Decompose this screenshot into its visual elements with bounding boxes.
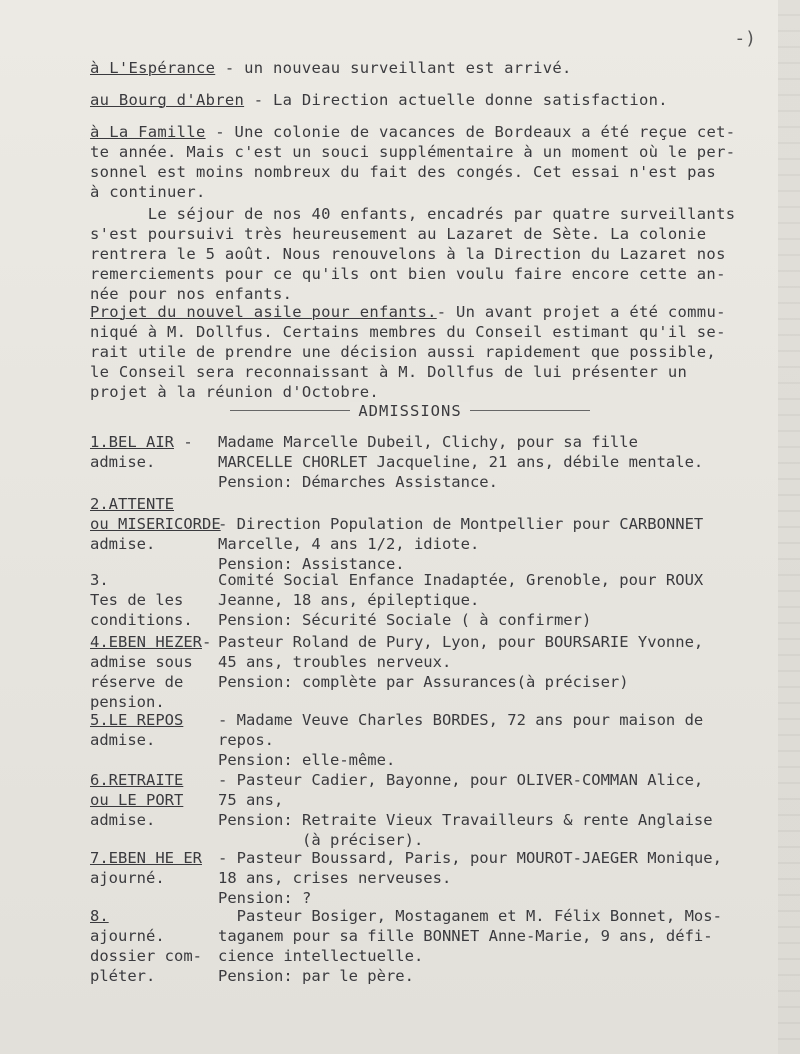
- admission-status: pléter.: [90, 967, 156, 985]
- admission-label: [90, 810, 218, 830]
- underlined-heading: à L'Espérance: [90, 59, 216, 77]
- admission-label: [90, 652, 218, 672]
- admission-house: ou MISERICORDE: [90, 515, 221, 533]
- paragraph-projet-line: [90, 342, 716, 362]
- admission-status: admise.: [90, 453, 156, 471]
- admission-detail: Pension: elle-même.: [218, 751, 396, 769]
- underlined-heading: à La Famille: [90, 123, 206, 141]
- underlined-heading: au Bourg d'Abren: [90, 91, 245, 109]
- admission-detail: Marcelle, 4 ans 1/2, idiote.: [218, 535, 480, 553]
- paragraph-projet-line: [90, 302, 726, 322]
- admission-detail: Pension: Retraite Vieux Travailleurs & rente Anglaise: [218, 811, 713, 829]
- admission-status: ajourné.: [90, 927, 165, 945]
- admission-status: admise.: [90, 811, 156, 829]
- admission-detail: 75 ans,: [218, 791, 284, 809]
- line-text: sonnel est moins nombreux du fait des congés. Cet essai n'est pas: [90, 163, 717, 181]
- admission-label: [90, 432, 218, 452]
- admission-detail: Pension: complète par Assurances(à préciser): [218, 673, 629, 691]
- paragraph-sejour-line: [90, 204, 735, 224]
- line-text: - un nouveau surveillant est arrivé.: [215, 59, 572, 77]
- admission-detail: (à préciser).: [218, 831, 424, 849]
- admission-detail: 45 ans, troubles nerveux.: [218, 653, 452, 671]
- admission-status: 3.: [90, 571, 109, 589]
- line-text: te année. Mais c'est un souci supplémentaire à un moment où le per-: [90, 143, 736, 161]
- admission-house: 7.EBEN HE ER: [90, 849, 202, 867]
- line-text: le Conseil sera reconnaissant à M. Dollfus de lui présenter un: [90, 363, 688, 381]
- admission-detail: repos.: [218, 731, 274, 749]
- admission-detail: taganem pour sa fille BONNET Anne-Marie, 9 ans, défi-: [218, 927, 713, 945]
- admission-house: ou LE PORT: [90, 791, 184, 809]
- admission-detail: Comité Social Enfance Inadaptée, Grenoble, pour ROUX: [218, 571, 704, 589]
- admission-status: admise sous: [90, 653, 193, 671]
- heading-rule-right: [470, 410, 590, 411]
- underlined-heading: Projet du nouvel asile pour enfants.: [90, 303, 437, 321]
- admission-status: admise.: [90, 535, 156, 553]
- admission-detail: Pension: ?: [218, 889, 312, 907]
- admission-detail: Pasteur Bosiger, Mostaganem et M. Félix Bonnet, Mos-: [218, 907, 722, 925]
- paragraph-sejour-line: [90, 264, 726, 284]
- admission-label: [90, 610, 218, 630]
- line-text: - Une colonie de vacances de Bordeaux a été reçue cet-: [205, 123, 736, 141]
- section-heading: ADMISSIONS: [350, 402, 470, 420]
- paragraph-sejour-line: [90, 284, 292, 304]
- admission-detail: Pension: Assistance.: [218, 555, 405, 573]
- admission-label: [90, 452, 218, 472]
- admission-house: 8.: [90, 907, 109, 925]
- admission-label: [90, 692, 218, 712]
- admission-label: [90, 966, 218, 986]
- admission-detail: Jeanne, 18 ans, épileptique.: [218, 591, 480, 609]
- admission-detail: Pension: Démarches Assistance.: [218, 473, 498, 491]
- admission-detail: MARCELLE CHORLET Jacqueline, 21 ans, débile mentale.: [218, 453, 704, 471]
- paragraph-famille-line: [90, 182, 206, 202]
- admission-detail: Pension: par le père.: [218, 967, 414, 985]
- admission-label: [90, 590, 218, 610]
- admission-status: pension.: [90, 693, 165, 711]
- admission-detail: Pension: Sécurité Sociale ( à confirmer): [218, 611, 592, 629]
- heading-rule-left: [230, 410, 350, 411]
- paragraph-sejour-line: [90, 244, 726, 264]
- page-edge: [778, 0, 800, 1054]
- paragraph-esperance-line: [90, 58, 572, 78]
- admission-label: [90, 534, 218, 554]
- admission-label: [90, 946, 218, 966]
- admission-status: admise.: [90, 731, 156, 749]
- admission-status: conditions.: [90, 611, 193, 629]
- admission-label: [90, 770, 218, 790]
- line-text: remerciements pour ce qu'ils ont bien voulu faire encore cette an-: [90, 265, 726, 283]
- admission-detail: - Pasteur Boussard, Paris, pour MOUROT-JAEGER Monique,: [218, 849, 722, 867]
- admission-status: -: [201, 633, 212, 651]
- admission-status: dossier com-: [90, 947, 202, 965]
- admission-detail: - Madame Veuve Charles BORDES, 72 ans pour maison de: [218, 711, 704, 729]
- line-text: - La Direction actuelle donne satisfaction.: [244, 91, 668, 109]
- admission-label: [90, 494, 218, 514]
- paragraph-sejour-line: [90, 224, 706, 244]
- paragraph-bourg-line: [90, 90, 668, 110]
- line-text: s'est poursuivi très heureusement au Lazaret de Sète. La colonie: [90, 225, 707, 243]
- line-text: née pour nos enfants.: [90, 285, 293, 303]
- admission-house: 5.LE REPOS: [90, 711, 184, 729]
- admission-status: ajourné.: [90, 869, 165, 887]
- admission-house: 6.RETRAITE: [90, 771, 184, 789]
- admission-detail: cience intellectuelle.: [218, 947, 424, 965]
- admission-label: [90, 926, 218, 946]
- admission-label: [90, 848, 218, 868]
- admission-status: réserve de: [90, 673, 184, 691]
- admission-label: [90, 570, 218, 590]
- admission-label: [90, 514, 221, 534]
- admission-detail: - Pasteur Cadier, Bayonne, pour OLIVER-COMMAN Alice,: [218, 771, 704, 789]
- admission-label: [90, 790, 218, 810]
- line-text: - Un avant projet a été commu-: [436, 303, 726, 321]
- line-text: niqué à M. Dollfus. Certains membres du Conseil estimant qu'il se-: [90, 323, 726, 341]
- paragraph-famille-line: [90, 122, 735, 142]
- line-text: projet à la réunion d'Octobre.: [90, 383, 379, 401]
- paragraph-projet-line: [90, 362, 687, 382]
- paragraph-famille-line: [90, 162, 716, 182]
- admission-detail: Pasteur Roland de Pury, Lyon, pour BOURSARIE Yvonne,: [218, 633, 704, 651]
- admission-house: 4.EBEN HEZER: [90, 633, 202, 651]
- line-text: à continuer.: [90, 183, 206, 201]
- admission-label: [90, 906, 218, 926]
- admission-label: [90, 710, 218, 730]
- admission-detail: Madame Marcelle Dubeil, Clichy, pour sa fille: [218, 433, 638, 451]
- paragraph-famille-line: [90, 142, 735, 162]
- admission-detail: 18 ans, crises nerveuses.: [218, 869, 452, 887]
- line-text: rait utile de prendre une décision aussi rapidement que possible,: [90, 343, 717, 361]
- admission-house: 1.BEL AIR: [90, 433, 174, 451]
- admission-status: Tes de les: [90, 591, 184, 609]
- paragraph-projet-line: [90, 322, 726, 342]
- admission-house: 2.ATTENTE: [90, 495, 174, 513]
- admission-label: [90, 868, 218, 888]
- admission-label: [90, 730, 218, 750]
- admission-detail: - Direction Population de Montpellier pour CARBONNET: [218, 515, 704, 533]
- line-text: Le séjour de nos 40 enfants, encadrés par quatre surveillants: [90, 205, 736, 223]
- line-text: rentrera le 5 août. Nous renouvelons à la Direction du Lazaret nos: [90, 245, 726, 263]
- paragraph-projet-line: [90, 382, 379, 402]
- page-mark: -): [734, 28, 756, 49]
- admission-label: [90, 672, 218, 692]
- admission-label: [90, 632, 218, 652]
- admission-status: -: [174, 433, 193, 451]
